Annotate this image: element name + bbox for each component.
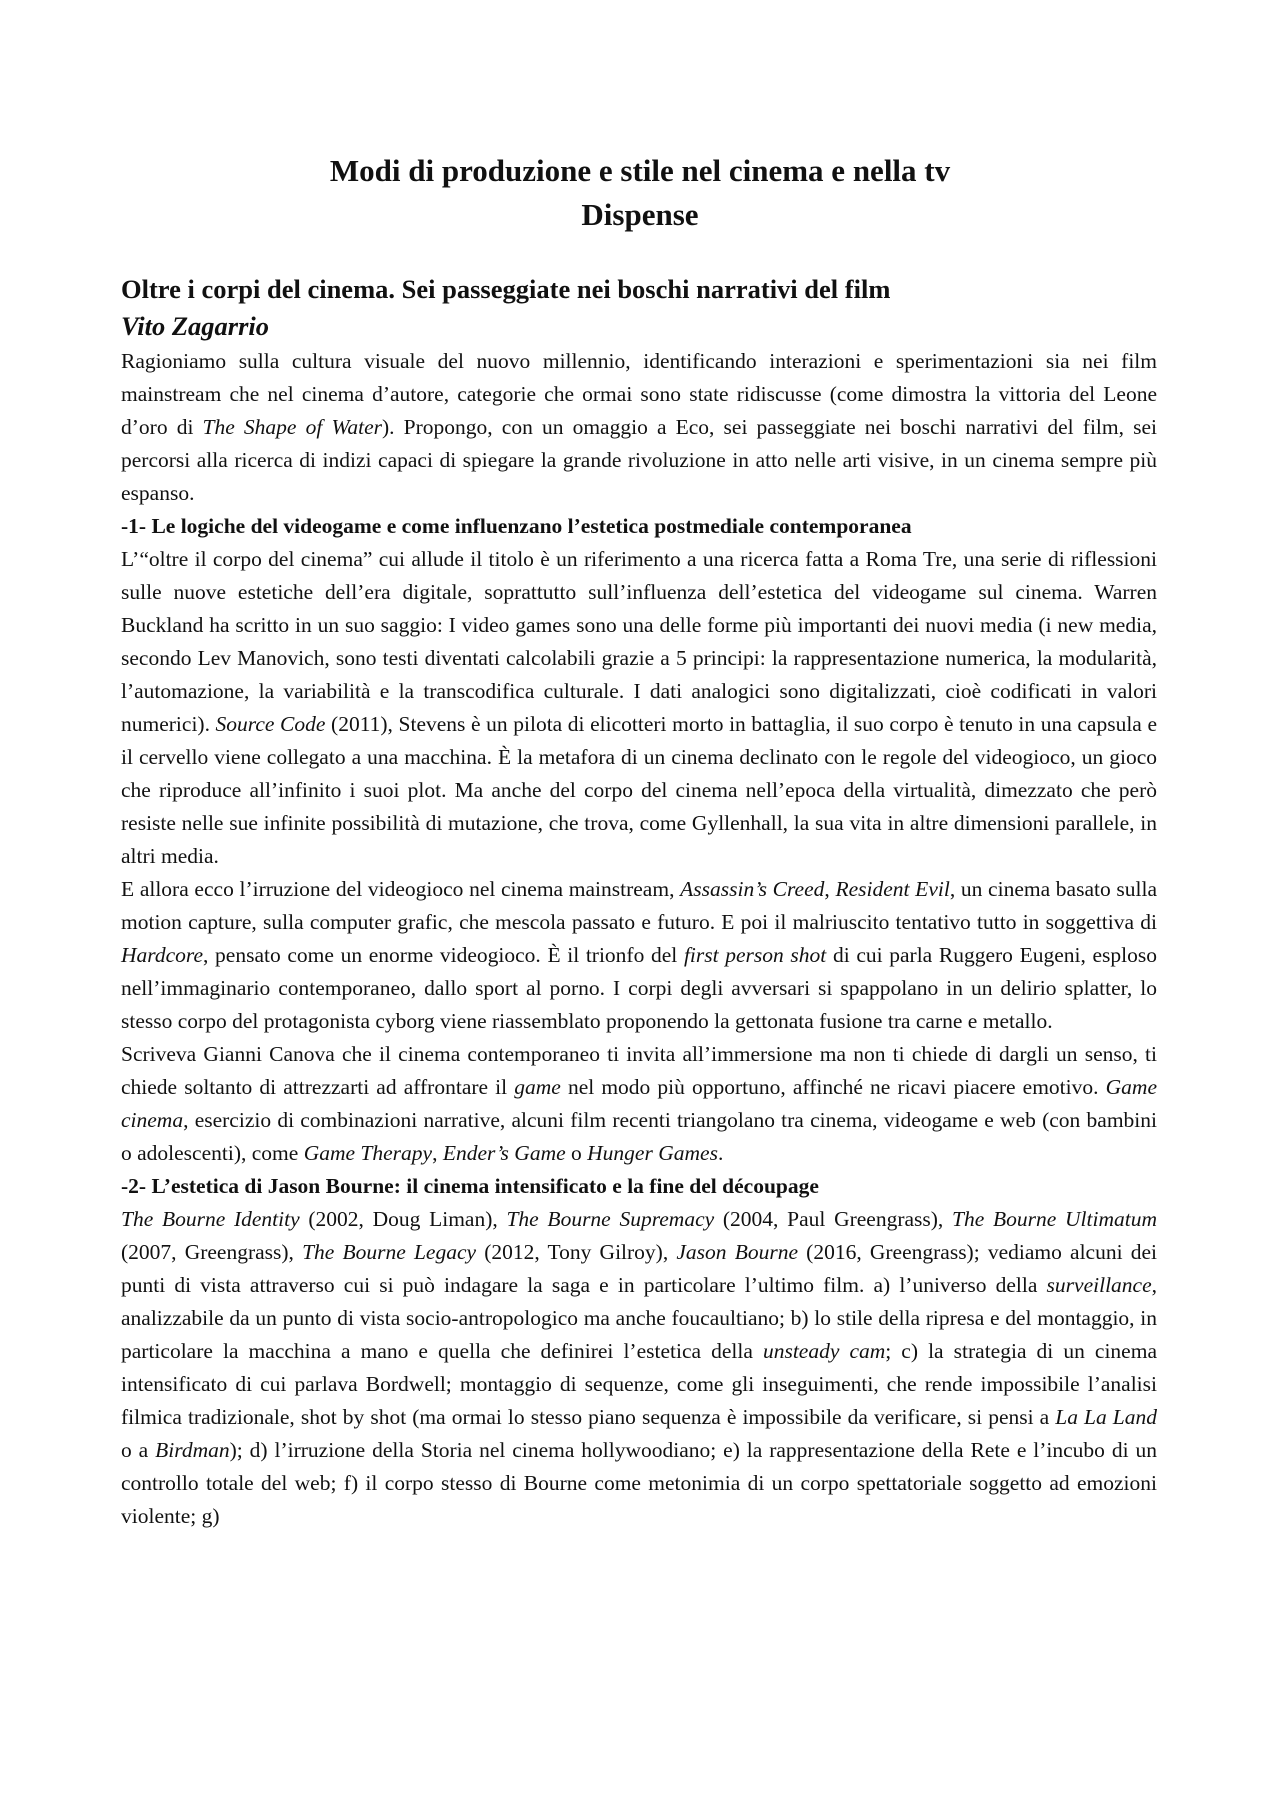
document-body <box>121 270 1157 1533</box>
section-1-paragraph-2: E allora ecco l’irruzione del videogioco nel cinema mainstream, Assassin’s Creed, Resident Evil, un cinema basato sulla motion capture, sulla computer grafic, che mescola passato e futuro. E poi il malriuscito tentativo tutto in soggettiva di Hardcore, pensato come un enorme videogioco. È il trionfo del first person shot di cui parla Ruggero Eugeni, esploso nell’immaginario contemporaneo, dallo sport al porno. I corpi degli avversari si spappolano in un delirio splatter, lo stesso corpo del protagonista cyborg viene riassemblato proponendo la gettonata fusione tra carne e metallo. <box>121 877 1158 1033</box>
section-2-heading: -2- L’estetica di Jason Bourne: il cinema intensificato e la fine del découpage <box>121 1174 819 1198</box>
section-1-paragraph-3: Scriveva Gianni Canova che il cinema contemporaneo ti invita all’immersione ma non ti chiede di dargli un senso, ti chiede soltanto di attrezzarti ad affrontare il game nel modo più opportuno, affinché ne ricavi piacere emotivo. Game cinema, esercizio di combinazioni narrative, alcuni film recenti triangolano tra cinema, videogame e web (con bambini o adolescenti), come Game Therapy, Ender’s Game o Hunger Games. <box>121 1042 1157 1165</box>
article-subtitle: Oltre i corpi del cinema. Sei passeggiate nei boschi narrativi del film <box>121 274 891 304</box>
section-2-paragraph-1: The Bourne Identity (2002, Doug Liman), The Bourne Supremacy (2004, Paul Greengrass), The Bourne Ultimatum (2007, Greengrass), The Bourne Legacy (2012, Tony Gilroy), Jason Bourne (2016, Greengrass); vediamo alcuni dei punti di vista attraverso cui si può indagare la saga e in particolare l’ultimo film. a) l’universo della surveillance, analizzabile da un punto di vista socio-antropologico ma anche foucaultiano; b) lo stile della ripresa e del montaggio, in particolare la macchina a mano e quella che definirei l’estetica della unsteady cam; c) la strategia di un cinema intensificato di cui parlava Bordwell; montaggio di sequenze, come gli inseguimenti, che rende impossibile l’analisi filmica tradizionale, shot by shot (ma ormai lo stesso piano sequenza è impossibile da verificare, si pensi a La La Land o a Birdman); d) l’irruzione della Storia nel cinema hollywoodiano; e) la rappresentazione della Rete e l’incubo di un controllo totale del web; f) il corpo stesso di Bourne come metonimia di un corpo spettatoriale soggetto ad emozioni violente; g) <box>121 1207 1157 1528</box>
article-author: Vito Zagarrio <box>121 311 269 341</box>
section-1-heading: -1- Le logiche del videogame e come influenzano l’estetica postmediale contemporanea <box>121 514 912 538</box>
intro-paragraph: Ragioniamo sulla cultura visuale del nuovo millennio, identificando interazioni e sperimentazioni sia nei film mainstream che nel cinema d’autore, categorie che ormai sono state ridiscusse (come dimostra la vittoria del Leone d’oro di The Shape of Water). Propongo, con un omaggio a Eco, sei passeggiate nei boschi narrativi del film, sei percorsi alla ricerca di indizi capaci di spiegare la grande rivoluzione in atto nelle arti visive, in un cinema sempre più espanso. <box>121 349 1157 505</box>
section-1-paragraph-1: L’“oltre il corpo del cinema” cui allude il titolo è un riferimento a una ricerca fatta a Roma Tre, una serie di riflessioni sulle nuove estetiche dell’era digitale, soprattutto sull’influenza dell’estetica del videogame sul cinema. Warren Buckland ha scritto in un suo saggio: I video games sono una delle forme più importanti dei nuovi media (i new media, secondo Lev Manovich, sono testi diventati calcolabili grazie a 5 principi: la rappresentazione numerica, la modularità, l’automazione, la variabilità e la transcodifica culturale. I dati analogici sono digitalizzati, cioè codificati in valori numerici). Source Code (2011), Stevens è un pilota di elicotteri morto in battaglia, il suo corpo è tenuto in una capsula e il cervello viene collegato a una macchina. È la metafora di un cinema declinato con le regole del videogioco, un gioco che riproduce all’infinito i suoi plot. Ma anche del corpo del cinema nell’epoca della virtualità, dimezzato che però resiste nelle sue infinite possibilità di mutazione, che trova, come Gyllenhall, la sua vita in altre dimensioni parallele, in altri media. <box>121 547 1157 868</box>
page-title-line2: Dispense <box>581 197 699 232</box>
page-title-line1: Modi di produzione e stile nel cinema e nella tv <box>329 153 951 188</box>
